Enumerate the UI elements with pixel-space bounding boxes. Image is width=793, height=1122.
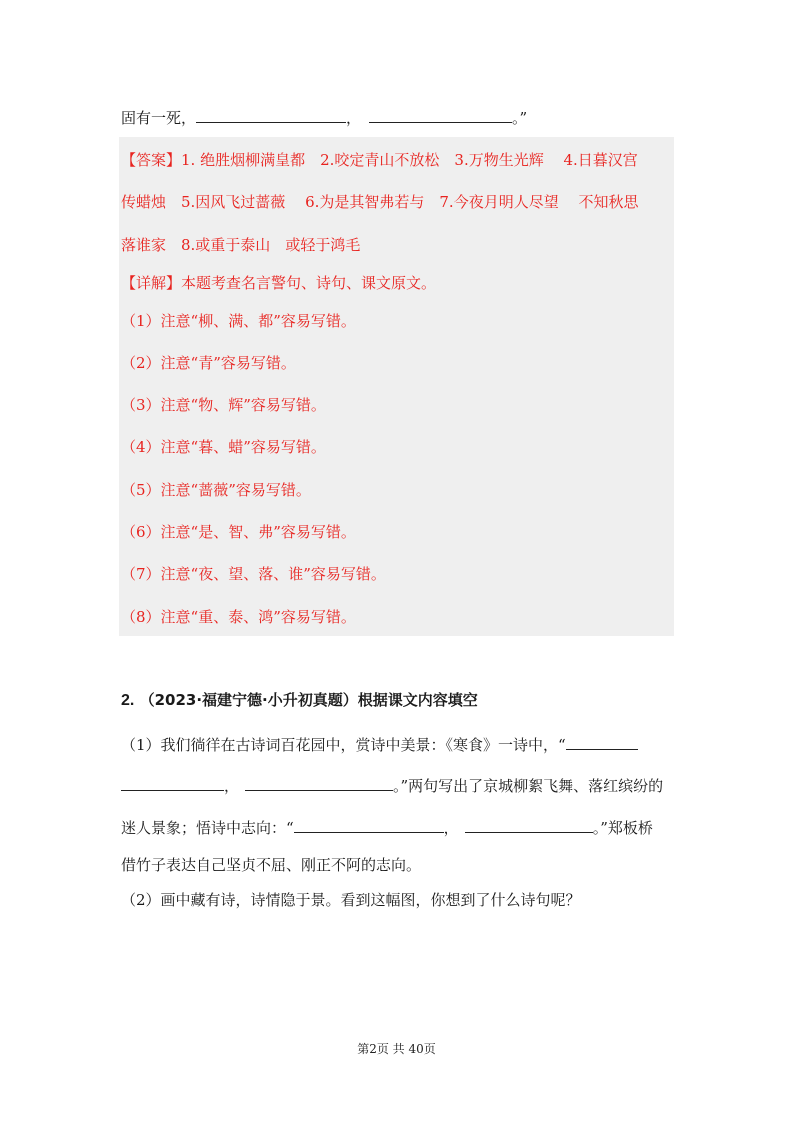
answer-text-1: 1. 绝胜烟柳满皇都 2.咬定青山不放松 3.万物生光辉 4.日暮汉宫 <box>181 151 638 169</box>
answer-text-2: 传蜡烛 5.因风飞过蔷薇 6.为是其智弗若与 7.今夜月明人尽望 不知秋思 <box>121 193 639 211</box>
question-title-text: （2023·福建宁德·小升初真题）根据课文内容填空 <box>139 691 478 709</box>
answer-line-1 <box>121 150 638 170</box>
question-2-line-2 <box>121 776 663 796</box>
answer-blank[interactable] <box>245 776 393 791</box>
question-2-line-4: 借竹子表达自己坚贞不屈、刚正不阿的志向。 <box>121 856 422 874</box>
explanation-intro <box>121 273 436 293</box>
answer-label: 【答案】 <box>121 151 182 169</box>
question-2-part-2: （2）画中藏有诗，诗情隐于景。看到这幅图，你想到了什么诗句呢？ <box>121 891 581 909</box>
page-footer: 第2页 共 40页 <box>357 1042 436 1056</box>
answer-blank[interactable] <box>465 818 593 833</box>
question-2-line-1 <box>121 735 638 755</box>
prev-question-prefix: 固有一死， <box>121 109 197 127</box>
answer-text-3: 落谁家 8.或重于泰山 或轻于鸿毛 <box>121 236 361 254</box>
explanation-intro-text: 本题考查名言警句、诗句、课文原文。 <box>181 274 437 292</box>
explanation-item: （5）注意“蔷薇”容易写错。 <box>121 481 311 499</box>
answer-blank[interactable] <box>294 818 444 833</box>
explanation-item: （4）注意“暮、蜡”容易写错。 <box>121 438 326 456</box>
question-2-line-3 <box>121 818 653 838</box>
answer-line-3 <box>121 235 360 255</box>
answer-blank[interactable] <box>196 108 346 123</box>
question-2-title <box>121 690 478 711</box>
question-number: 2. <box>121 692 135 709</box>
question-2-sep: ， <box>443 819 459 837</box>
explanation-item: （8）注意“重、泰、鸿”容易写错。 <box>121 608 356 626</box>
question-2-text-3-tail: 。”郑板桥 <box>592 819 653 837</box>
answer-line-2 <box>121 192 638 212</box>
question-2-sep: ， <box>224 777 240 795</box>
question-2-text-3-head: 迷人景象；悟诗中志向：“ <box>121 819 294 837</box>
explanation-item: （1）注意“柳、满、都”容易写错。 <box>121 312 356 330</box>
prev-question-tail <box>121 108 527 128</box>
explanation-item: （3）注意“物、辉”容易写错。 <box>121 396 326 414</box>
explanation-item: （6）注意“是、智、弗”容易写错。 <box>121 523 356 541</box>
answer-blank[interactable] <box>369 108 512 123</box>
prev-question-suffix: 。” <box>512 109 528 127</box>
question-2-text-2: 。”两句写出了京城柳絮飞舞、落红缤纷的 <box>393 777 664 795</box>
answer-blank[interactable] <box>566 735 638 750</box>
explanation-item: （2）注意“青”容易写错。 <box>121 354 296 372</box>
question-2-text-1: （1）我们徜徉在古诗词百花园中，赏诗中美景：《寒食》一诗中，“ <box>121 736 566 754</box>
explanation-item: （7）注意“夜、望、落、谁”容易写错。 <box>121 565 386 583</box>
prev-question-sep: ， <box>346 109 362 127</box>
answer-blank[interactable] <box>121 776 224 791</box>
explanation-label: 【详解】 <box>121 274 182 292</box>
